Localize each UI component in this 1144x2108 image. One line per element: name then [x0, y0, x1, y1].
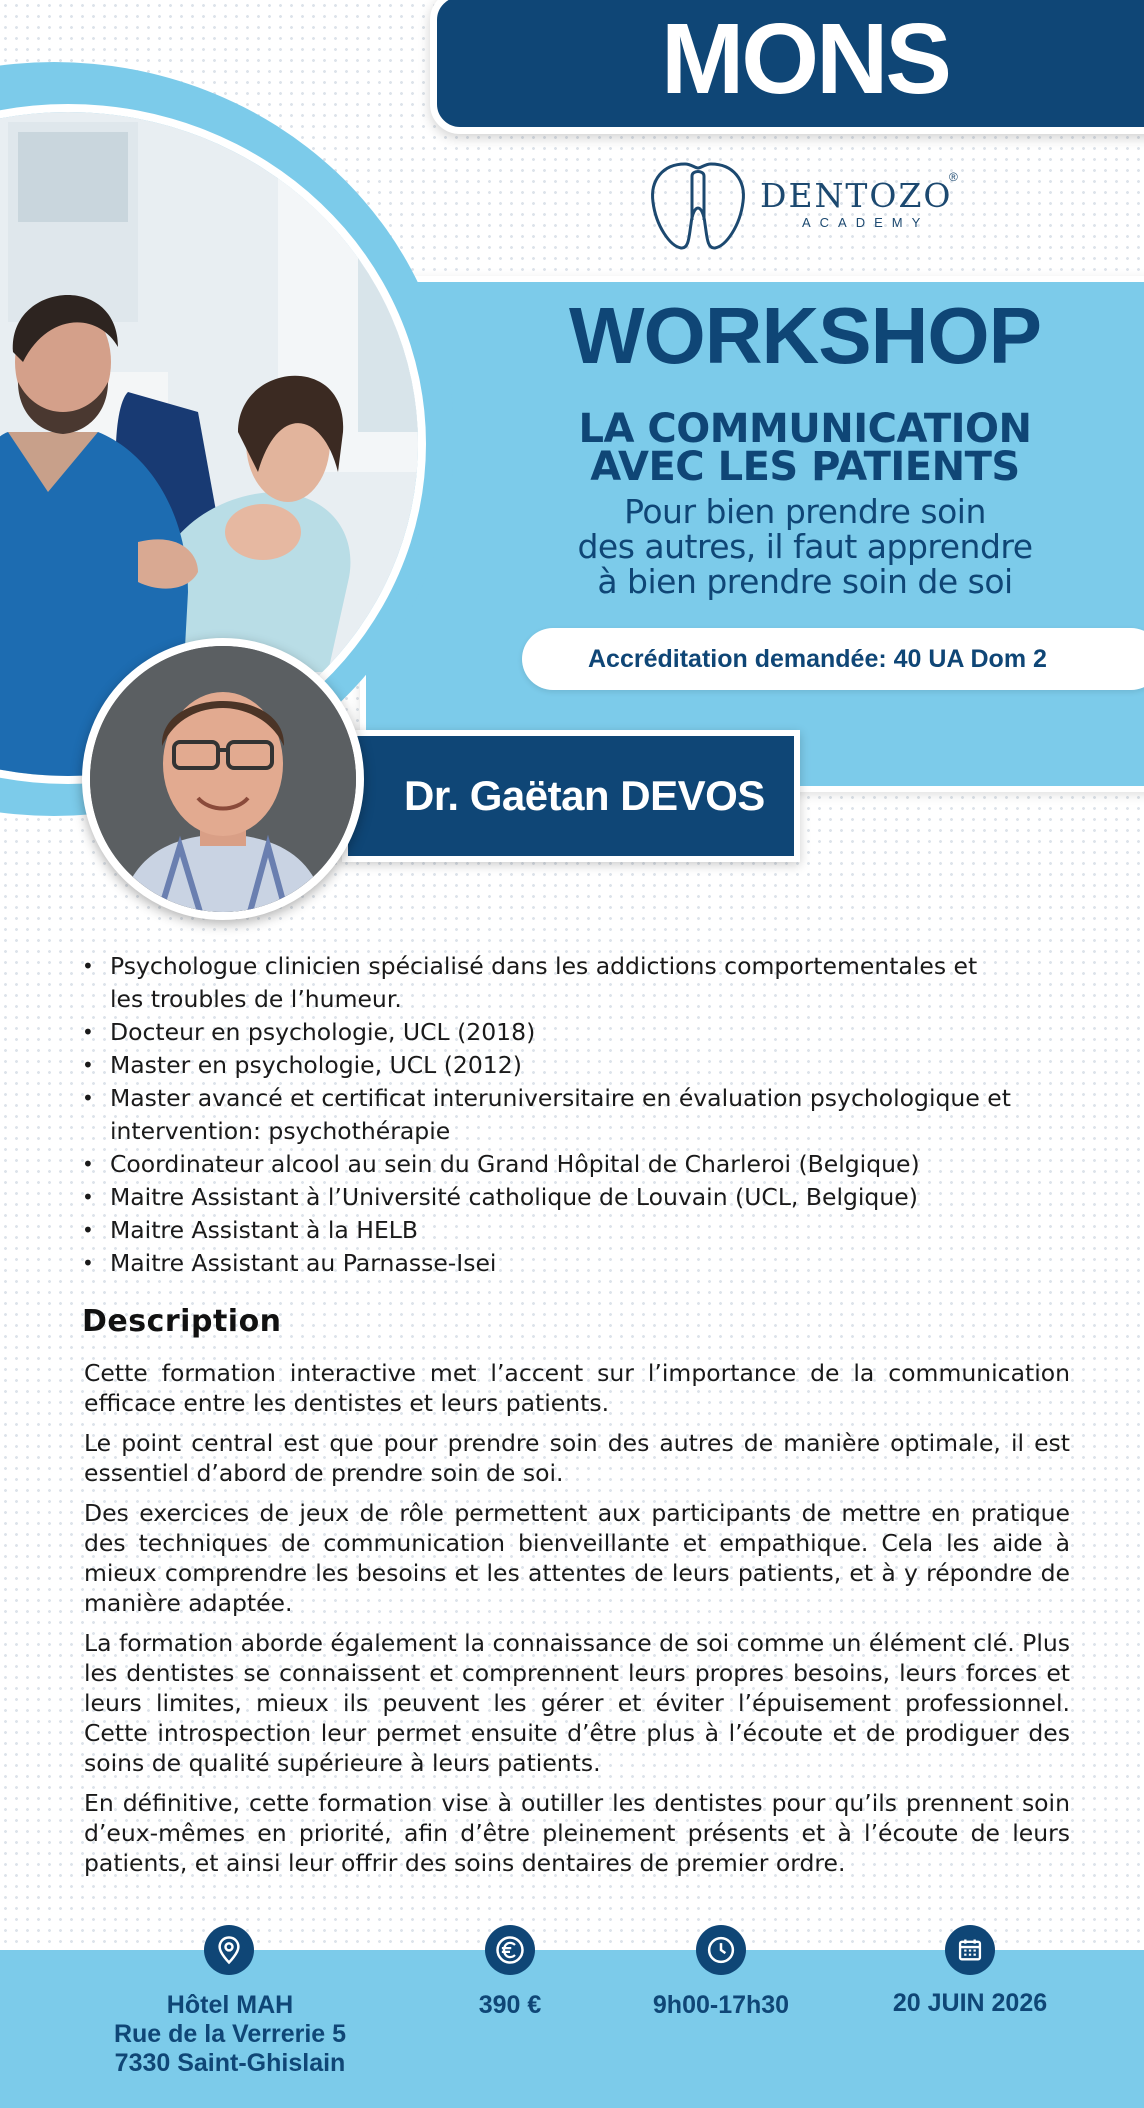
- location-pin-icon: [204, 1925, 254, 1975]
- euro-icon: [485, 1925, 535, 1975]
- list-item: [82, 1148, 1092, 1181]
- list-item-line: • Psychologue clinicien spécialisé dans les addictions comportementales et: [110, 952, 978, 980]
- list-item: [82, 1181, 1092, 1214]
- workshop-title: [500, 406, 1110, 490]
- list-item-line: • Master en psychologie, UCL (2012): [110, 1051, 522, 1079]
- description-paragraph: La formation aborde également la connaissance de soi comme un élément clé. Plus les dentistes se connaissent et comprennent leurs propres besoins, leurs forces et leurs limites, mieux ils peuvent les gérer et éviter l’épuisement professionnel. Cette introspection leur permet ensuite d’être plus à l’écoute et de prodiguer des soins de qualité supérieure à leurs patients.: [84, 1629, 1070, 1777]
- logo-subtitle: ACADEMY: [802, 215, 930, 230]
- workshop-title-line: AVEC LES PATIENTS: [590, 444, 1020, 490]
- list-item: [82, 950, 1092, 1016]
- list-item: [82, 1016, 1092, 1049]
- workshop-heading: WORKSHOP: [569, 291, 1041, 380]
- list-item: [82, 1082, 1092, 1148]
- list-item-line: • Master avancé et certificat interuniversitaire en évaluation psychologique et: [110, 1084, 1011, 1112]
- event-date: 20 JUIN 2026: [892, 1989, 1048, 2017]
- logo-wordmark: DENTOZO: [760, 176, 953, 215]
- speaker-portrait: [82, 638, 364, 920]
- list-item-line: • Maitre Assistant à la HELB: [110, 1216, 419, 1244]
- tagline-line: des autres, il faut apprendre: [577, 527, 1033, 566]
- accreditation-badge: Accréditation demandée: 40 UA Dom 2: [522, 628, 1144, 690]
- event-time: 9h00-17h30: [652, 1991, 790, 2019]
- list-item-line: • Docteur en psychologie, UCL (2018): [110, 1018, 536, 1046]
- workshop-title-line: LA COMMUNICATION: [578, 406, 1032, 452]
- speaker-name: Dr. Gaëtan DEVOS: [342, 730, 800, 862]
- description-paragraph: Des exercices de jeux de rôle permettent aux participants de mettre en pratique des techniques de communication bienveillante et empathique. Cela les aide à mieux comprendre les besoins et les attentes de leurs patients, et à y répondre de manière adaptée.: [84, 1499, 1070, 1617]
- tagline-line: Pour bien prendre soin: [624, 492, 986, 531]
- logo-registered-mark: ®: [949, 170, 958, 184]
- workshop-tagline: [500, 494, 1110, 599]
- description-body: [84, 1358, 1070, 1888]
- calendar-icon: [945, 1925, 995, 1975]
- list-item: [82, 1247, 1092, 1280]
- tagline-line: à bien prendre soin de soi: [597, 562, 1013, 601]
- list-item-line: • Coordinateur alcool au sein du Grand Hôpital de Charleroi (Belgique): [110, 1150, 920, 1178]
- list-item: [82, 1049, 1092, 1082]
- event-price: 390 €: [478, 1991, 542, 2019]
- location-line: Rue de la Verrerie 5: [113, 2020, 347, 2048]
- description-paragraph: Le point central est que pour prendre soin des autres de manière optimale, il est essentiel d’abord de prendre soin de soi.: [84, 1429, 1070, 1487]
- description-paragraph: Cette formation interactive met l’accent sur l’importance de la communication efficace entre les dentistes et leurs patients.: [84, 1359, 1070, 1417]
- location-line: Hôtel MAH: [166, 1991, 294, 2019]
- location-line: 7330 Saint-Ghislain: [114, 2049, 346, 2077]
- description-heading: Description: [82, 1304, 282, 1339]
- list-item: [82, 1214, 1092, 1247]
- list-item-line: • Maitre Assistant au Parnasse-Isei: [110, 1249, 497, 1277]
- clock-icon: [696, 1925, 746, 1975]
- list-item-line: intervention: psychothérapie: [110, 1117, 451, 1145]
- list-item-line: les troubles de l’humeur.: [110, 985, 402, 1013]
- description-paragraph: En définitive, cette formation vise à outiller les dentistes pour qu’ils prennent soin d’eux-mêmes en priorité, afin d’être pleinement présents et à l’écoute de leurs patients, et ainsi leur offrir des soins dentaires de premier ordre.: [84, 1789, 1070, 1877]
- city-title: MONS: [661, 2, 949, 115]
- list-item-line: • Maitre Assistant à l’Université catholique de Louvain (UCL, Belgique): [110, 1183, 918, 1211]
- event-location: [60, 1991, 400, 2078]
- speaker-credentials-list: [82, 950, 1092, 1280]
